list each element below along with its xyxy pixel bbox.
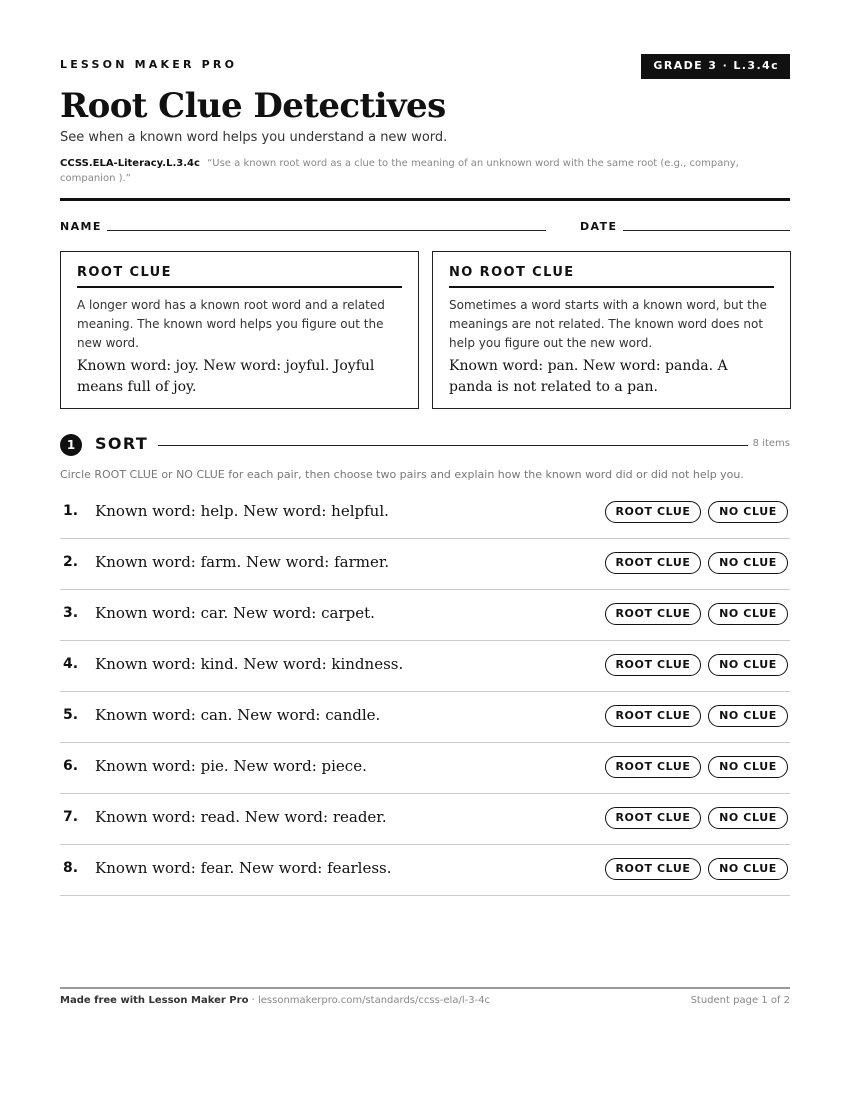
item-number: 5.: [63, 707, 79, 723]
name-field[interactable]: [107, 230, 546, 231]
footer-made-with: Made free with Lesson Maker Pro: [60, 995, 249, 1006]
section-instructions: Circle ROOT CLUE or NO CLUE for each pair, then choose two pairs and explain how the known word did or did not help you.: [60, 468, 744, 481]
no-clue-choice[interactable]: NO CLUE: [708, 654, 788, 676]
root-clue-heading: ROOT CLUE: [77, 265, 402, 288]
page-subtitle: See when a known word helps you understand a new word.: [60, 130, 448, 145]
list-item: [60, 692, 790, 743]
item-text: Known word: fear. New word: fearless.: [95, 859, 392, 877]
no-clue-choice[interactable]: NO CLUE: [708, 807, 788, 829]
root-clue-choice[interactable]: ROOT CLUE: [605, 654, 701, 676]
root-clue-choice[interactable]: ROOT CLUE: [605, 501, 701, 523]
no-root-clue-heading: NO ROOT CLUE: [449, 265, 774, 288]
no-clue-choice[interactable]: NO CLUE: [708, 552, 788, 574]
standard-code: CCSS.ELA-Literacy.L.3.4c: [60, 158, 200, 169]
list-item: [60, 590, 790, 641]
list-item: [60, 743, 790, 794]
sort-section-header: [60, 433, 790, 457]
item-count: 8 items: [752, 438, 790, 449]
standard-text: “Use a known root word as a clue to the meaning of an unknown word with the same root (e.g., company, companion ).”: [60, 158, 739, 184]
section-title: SORT: [95, 434, 149, 453]
root-clue-choice[interactable]: ROOT CLUE: [605, 756, 701, 778]
page-number: Student page 1 of 2: [690, 995, 790, 1006]
item-number: 4.: [63, 656, 79, 672]
item-text: Known word: kind. New word: kindness.: [95, 655, 404, 673]
item-number: 3.: [63, 605, 79, 621]
footer-credit: [60, 995, 490, 1006]
no-clue-choice[interactable]: NO CLUE: [708, 603, 788, 625]
root-clue-example: Known word: joy. New word: joyful. Joyful means full of joy.: [77, 358, 375, 395]
no-clue-choice[interactable]: NO CLUE: [708, 756, 788, 778]
item-number: 1.: [63, 503, 79, 519]
date-field[interactable]: [623, 230, 790, 231]
name-date-row: [60, 220, 790, 234]
root-clue-description: A longer word has a known root word and a related meaning. The known word helps you figure out the new word.: [77, 298, 385, 350]
item-list: [60, 488, 790, 896]
item-text: Known word: farm. New word: farmer.: [95, 553, 390, 571]
no-root-clue-card: [432, 251, 791, 409]
root-clue-choice[interactable]: ROOT CLUE: [605, 705, 701, 727]
brand-name: LESSON MAKER PRO: [60, 58, 238, 71]
no-clue-choice[interactable]: NO CLUE: [708, 501, 788, 523]
section-number-badge: 1: [60, 434, 82, 456]
section-divider: [158, 445, 748, 446]
item-number: 2.: [63, 554, 79, 570]
item-number: 8.: [63, 860, 79, 876]
item-text: Known word: help. New word: helpful.: [95, 502, 389, 520]
name-label: NAME: [60, 220, 102, 233]
item-text: Known word: pie. New word: piece.: [95, 757, 367, 775]
worksheet-page: [60, 0, 790, 1100]
grade-badge: GRADE 3 · L.3.4c: [641, 54, 790, 79]
list-item: [60, 539, 790, 590]
footer-divider: [60, 987, 790, 989]
no-root-clue-example: Known word: pan. New word: panda. A panda is not related to a pan.: [449, 358, 728, 395]
no-root-clue-description: Sometimes a word starts with a known word, but the meanings are not related. The known word does not help you figure out the new word.: [449, 298, 767, 350]
root-clue-card: [60, 251, 419, 409]
root-clue-choice[interactable]: ROOT CLUE: [605, 807, 701, 829]
footer-url[interactable]: lessonmakerpro.com/standards/ccss-ela/l-3-4c: [257, 995, 491, 1006]
no-clue-choice[interactable]: NO CLUE: [708, 705, 788, 727]
item-text: Known word: can. New word: candle.: [95, 706, 381, 724]
standard-reference: [60, 156, 790, 186]
item-number: 6.: [63, 758, 79, 774]
no-clue-choice[interactable]: NO CLUE: [708, 858, 788, 880]
header-divider: [60, 198, 790, 201]
root-clue-choice[interactable]: ROOT CLUE: [605, 858, 701, 880]
item-text: Known word: car. New word: carpet.: [95, 604, 375, 622]
list-item: [60, 641, 790, 692]
root-clue-choice[interactable]: ROOT CLUE: [605, 552, 701, 574]
item-text: Known word: read. New word: reader.: [95, 808, 387, 826]
root-clue-choice[interactable]: ROOT CLUE: [605, 603, 701, 625]
list-item: [60, 845, 790, 896]
footer-separator: ·: [248, 995, 258, 1006]
page-title: Root Clue Detectives: [60, 86, 446, 126]
list-item: [60, 488, 790, 539]
list-item: [60, 794, 790, 845]
item-number: 7.: [63, 809, 79, 825]
date-label: DATE: [580, 220, 618, 233]
